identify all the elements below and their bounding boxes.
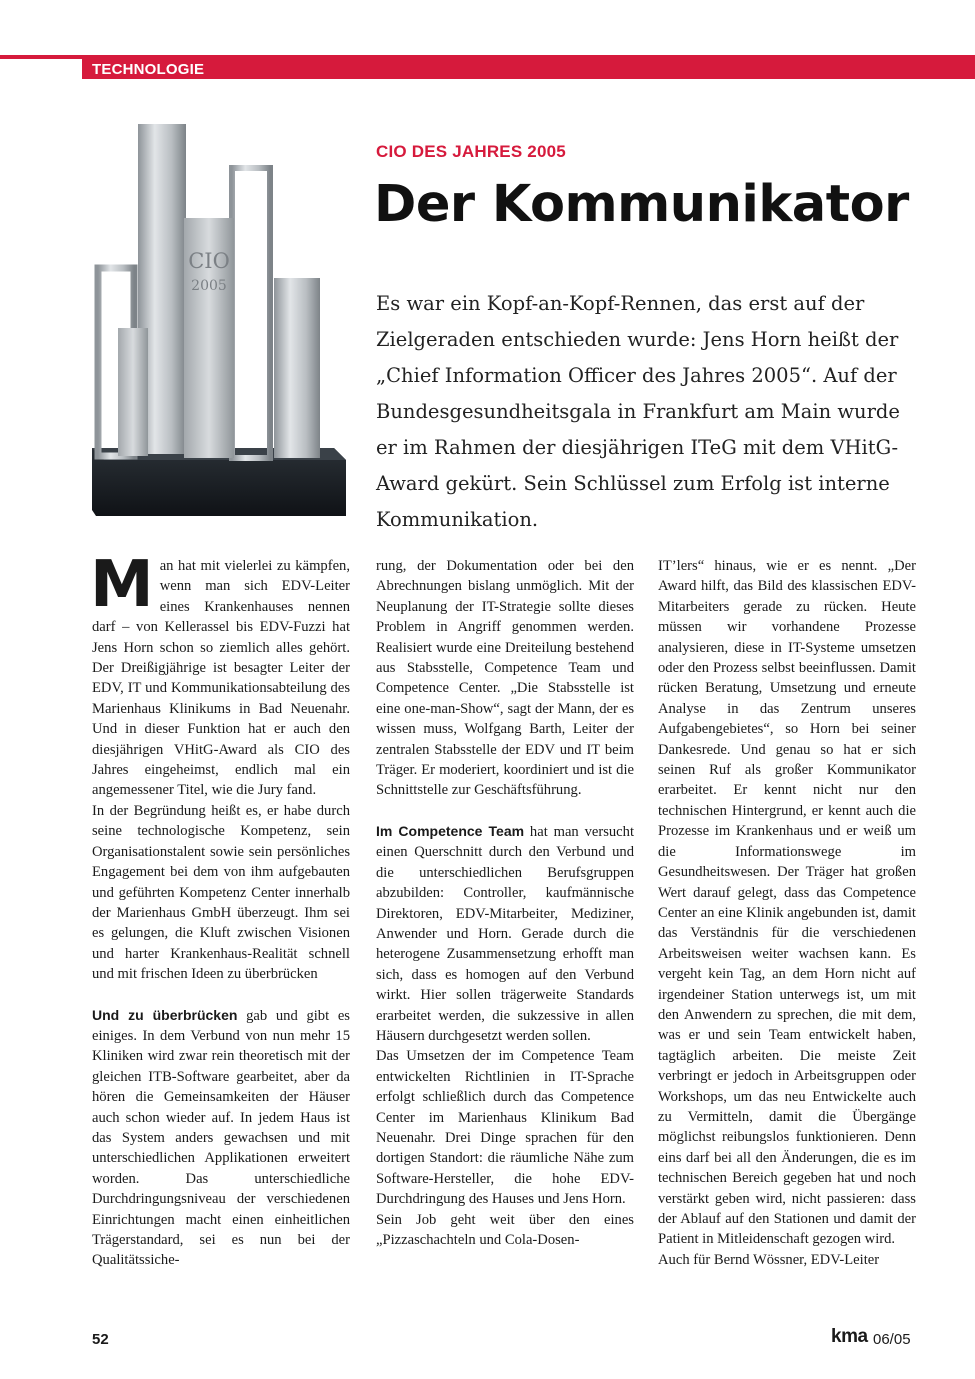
col2-paragraph-4: Sein Job geht weit über den eines „Pizzaschachteln und Cola-Dosen- [376, 1211, 634, 1248]
col1-paragraph-3-text: gab und gibt es einiges. In dem Verbund von nun mehr 15 Kliniken wird zwar rein theoretisch mit der gleichen ITB-Software gearbeitet, aber da hören die Gemeinsamkeiten der Häuser auch schon wieder auf. In jedem Haus ist das System anders gewachsen und mit unterschiedlichen Applikationen erweitert worden. Das unterschiedliche Durchdringungsniveau der verschiedenen Einrichtungen macht einen einheitlichen Trägerstandard, sei es nun bei der Qualitätssiche- [92, 1007, 350, 1269]
drop-cap: M [90, 548, 154, 622]
section-label: TECHNOLOGIE [92, 61, 205, 78]
article-title: Der Kommunikator [374, 175, 909, 234]
col3-paragraph-2: Auch für Bernd Wössner, EDV-Leiter [658, 1251, 880, 1268]
section-bar [82, 59, 975, 79]
article-lead: Es war ein Kopf-an-Kopf-Rennen, das erst auf der Zielgeraden entschieden wurde: Jens Horn heißt der „Chief Information Officer des Jahres 2005“. Auf der Bundesgesundheitsgala in Frankfurt am Main wurde er im Rahmen der diesjährigen ITeG mit dem VHitG-Award gekürt. Sein Schlüssel zum Erfolg ist interne Kommunikation. [376, 292, 900, 531]
text-column-1 [90, 548, 350, 1271]
col2-paragraph-3: Das Umsetzen der im Competence Team entwickelten Richtlinien in IT-Sprache erfolgt schließlich durch das Competence Center im Marienhaus Klinikum Bad Neuenahr. Drei Dinge sprachen für den dortigen Standort: die räumliche Nähe zum Software-Hersteller, die hohe EDV-Durchdringung des Hauses und Jens Horn. [376, 1048, 634, 1208]
col1-runin-heading: Und zu überbrücken [92, 1006, 238, 1023]
col2-paragraph-2 [376, 821, 634, 1046]
col2-paragraph-1: rung, der Dokumentation oder bei den Abrechnungen bislang unmöglich. Mit der Neuplanung der IT-Strategie sollte dieses Problem in Angriff genommen werden. Realisiert wurde eine Dreiteilung bestehend aus Stabsstelle, Competence Team und Competence Center. „Die Stabsstelle ist eine one-man-Show“, sagt der Mann, der es wissen muss, Wolfgang Barth, Leiter der zentralen Stabsstelle der EDV und IT beim Träger. Er moderiert, koordiniert und ist die Schnittstelle zur Geschäftsführung. [376, 558, 634, 799]
text-column-2 [376, 556, 634, 1250]
trophy-engraving-year: 2005 [191, 278, 227, 294]
col2-runin-heading: Im Competence Team [376, 822, 525, 839]
col1-paragraph-2: In der Begründung heißt es, er habe durch seine technologische Kompetenz, sein Organisationstalent sowie sein persönliches Engagement bei dem von ihm aufgebauten und geführten Kompetenz Center innerhalb der Marienhaus GmbH überzeugt. Ihm sei es gelungen, die Kluft zwischen Visionen und harter Krankenhaus-Realität schnell und mit frischen Ideen zu überbrücken [92, 802, 350, 983]
col1-paragraph-3 [92, 1005, 350, 1271]
magazine-brand: kma [831, 1326, 868, 1347]
col3-paragraph-1: IT’lers“ hinaus, wie er es nennt. „Der Award hilft, das Bild des klassischen EDV-Mitarbeiters gerade zu rücken. Heute müssen wir vorhandene Prozesse analysieren, diese in IT-Systeme umsetzen oder den Prozess selbst beeinflussen. Damit rücken Beratung, Umsetzung und erneute Analyse in das Zentrum unseres Aufgabengebietes“, so Horn bei seiner Dankesrede. Und genau so hat er sich seinen Ruf als großer Kommunikator erarbeitet. Er kennt nicht nur den technischen Hintergrund, er kennt auch die Prozesse im Krankenhaus und er weiß um die Informationswege im Gesundheitswesen. Der Träger hat großen Wert darauf gelegt, dass das Competence Center an eine Klinik angebunden ist, damit das Verständnis für die verschiedenen Arbeitsweisen weiter wachsen kann. Es vergeht kein Tag, an dem Horn nicht auf irgendeiner Station unterwegs ist, um mit den Anwendern zu sprechen, die mit dem, was er und sein Team entwickelt haben, tagtäglich arbeiten. Die meiste Zeit verbringt er jedoch in Arbeitsgruppen oder Workshops, um das neu Entwickelte auch zu Vermitteln, damit die Übergänge möglichst reibungslos funktionieren. Denn eins darf bei all den Änderungen, die es im technischen Bereich gegeben hat und noch verstärkt geben wird, nicht passieren: dass der Ablauf auf den Stationen und damit der Patient in Mitleidenschaft gezogen wird. [658, 558, 916, 1248]
text-column-3 [658, 556, 916, 1270]
trophy-engraving-cio: CIO [188, 249, 230, 273]
col2-paragraph-2-text: hat man versucht einen Querschnitt durch den Verbund und die unterschiedlichen Berufsgruppen abzubilden: Controller, kaufmännische Direktoren, EDV-Mitarbeiter, Mediziner, Anwender und Horn. Gerade durch die heterogene Zusammensetzung erhofft man sich, dass es homogen auf den Verbund wirkt. Hier sollen trägerweite Standards erarbeitet werden, die sukzessive in allen Häusern durchgesetzt werden sollen. [376, 823, 635, 1044]
issue-number: 06/05 [873, 1331, 911, 1348]
article-kicker: CIO DES JAHRES 2005 [376, 142, 566, 161]
page-number: 52 [92, 1331, 109, 1348]
trophy-image [88, 118, 350, 522]
col1-paragraph-1: an hat mit vielerlei zu kämpfen, wenn man sich EDV-Leiter eines Krankenhauses nennen darf – von Kellerassel bis EDV-Fuzzi hat Jens Horn schon so ziemlich alles gehört. Der Dreißigjährige ist besagter Leiter der EDV, IT und Kommunikationsabteilung des Marienhaus Klinikums in Bad Neuenahr. Und in dieser Funktion hat er auch den diesjährigen VHitG-Award als CIO des Jahres eingeheimst, endlich mal ein angemessener Titel, wie die Jury fand. [92, 558, 350, 799]
